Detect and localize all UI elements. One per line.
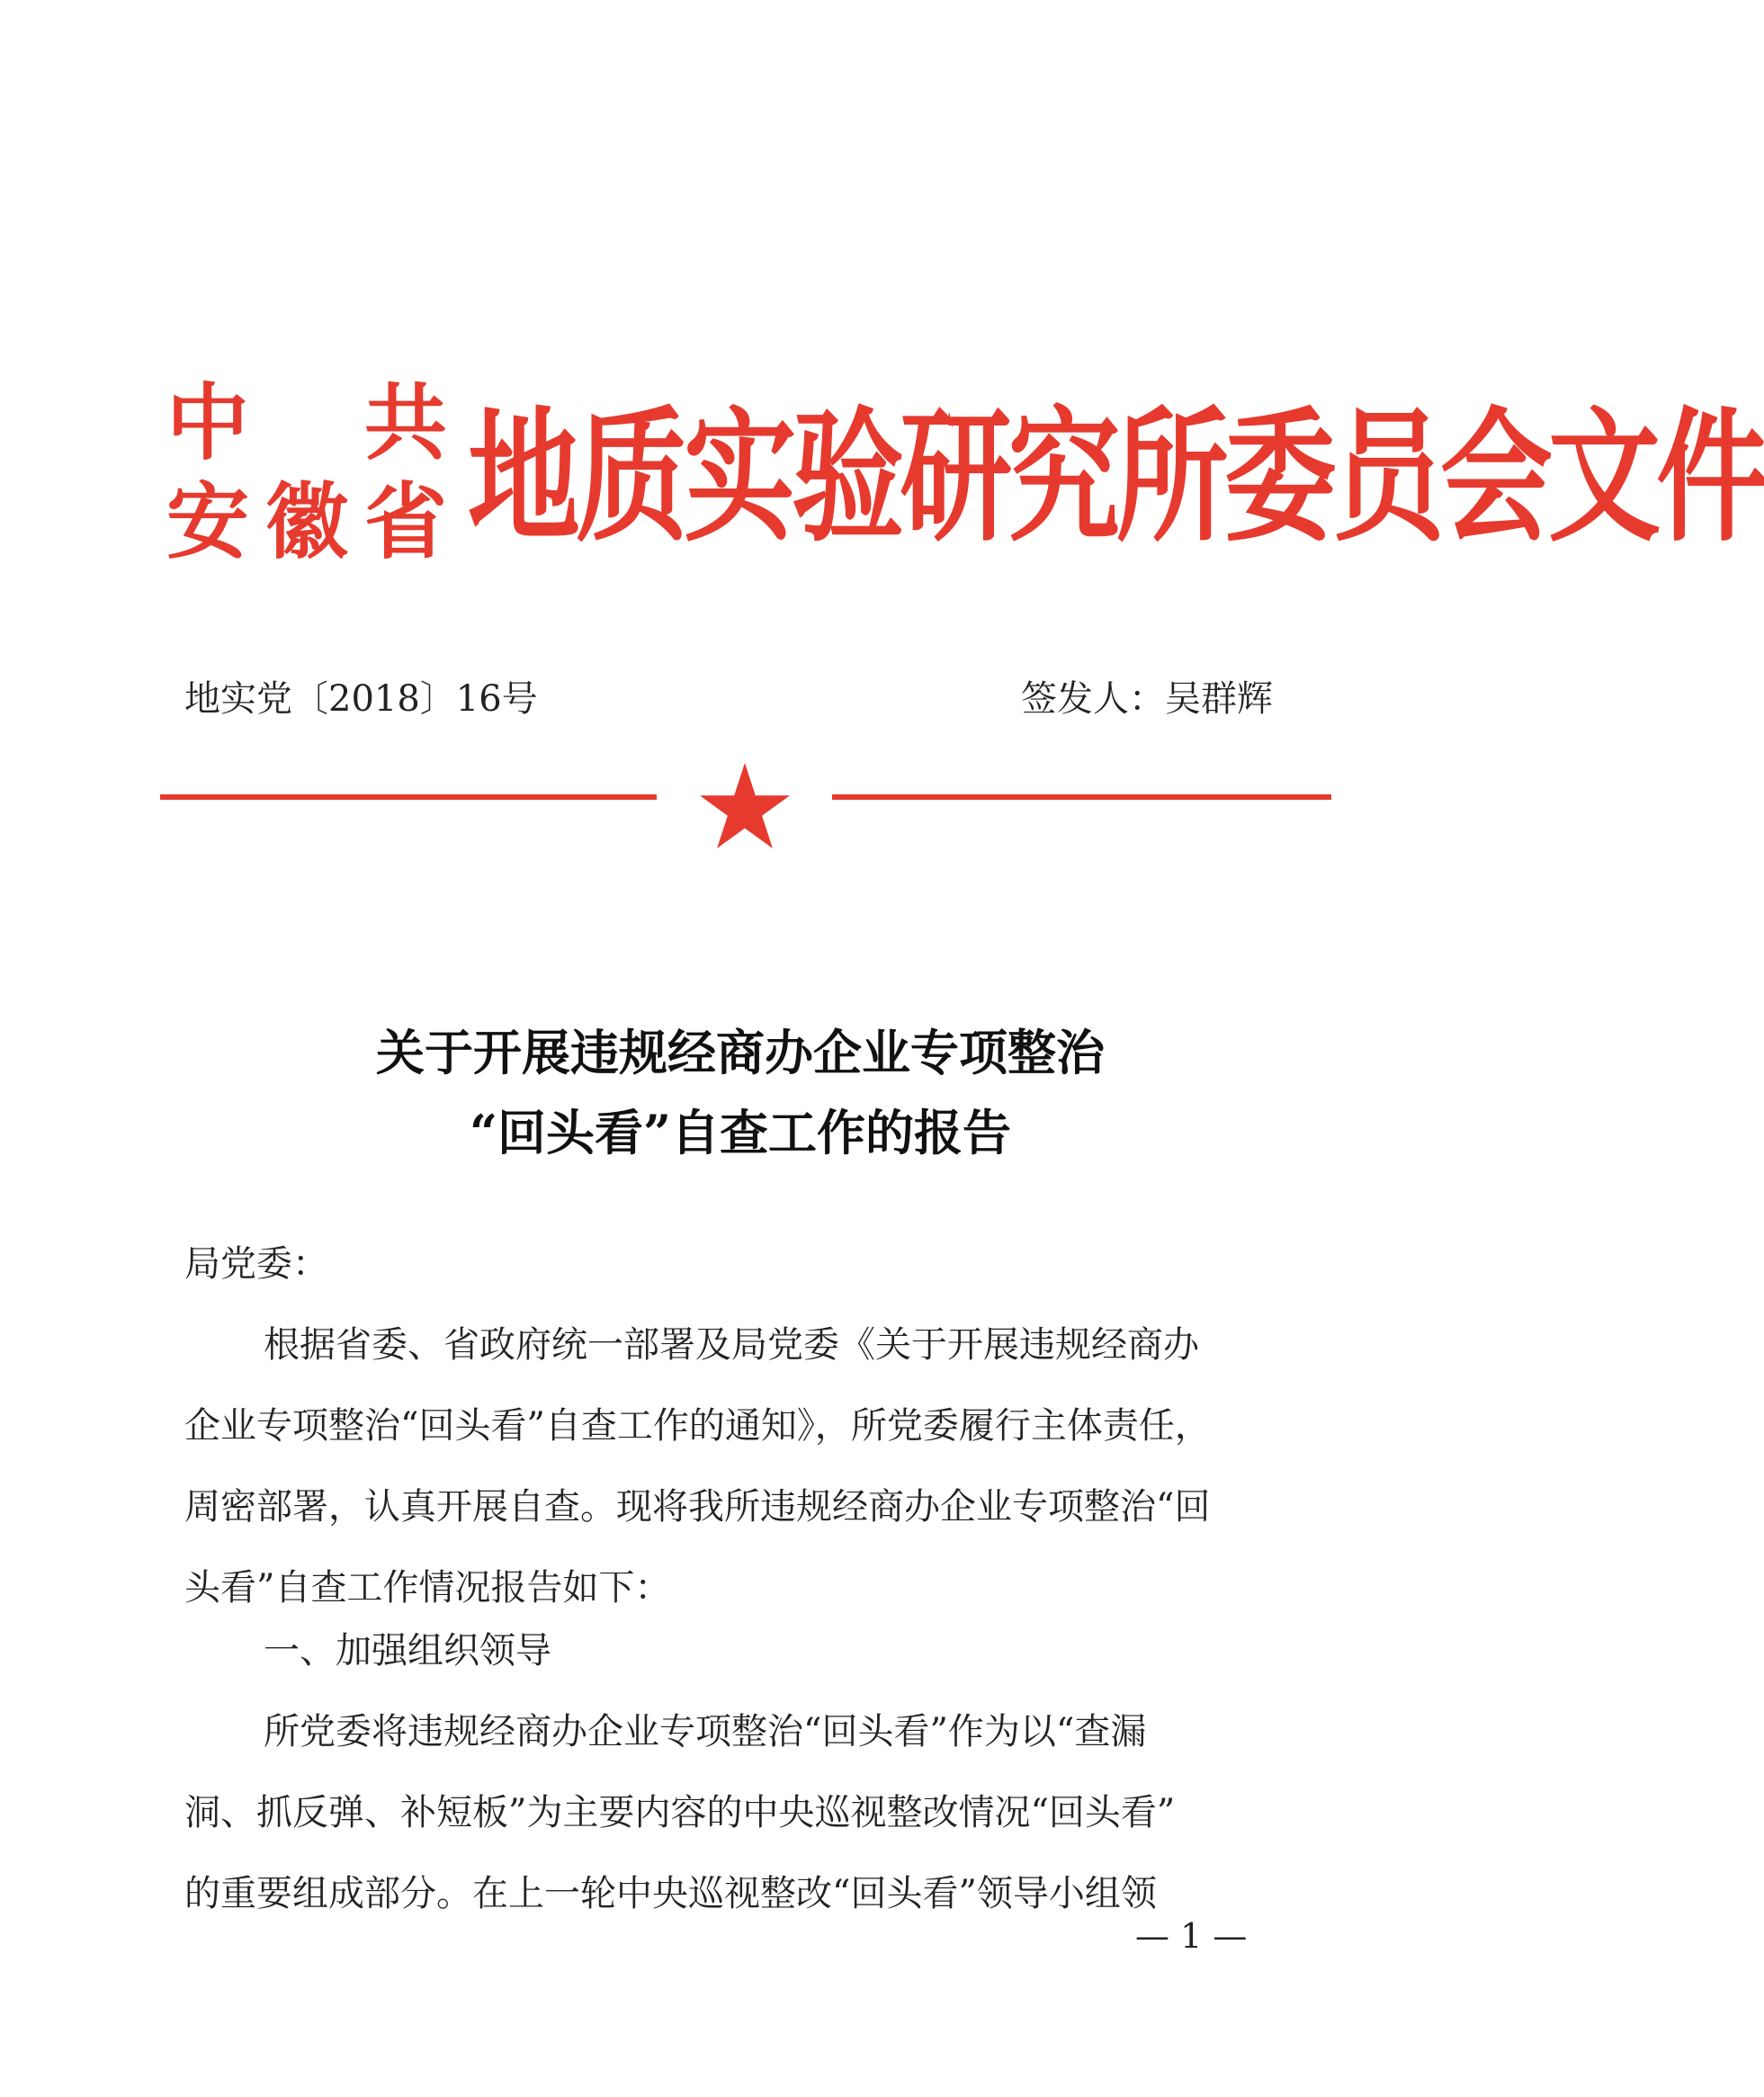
salutation: 局党委： [184,1243,328,1285]
masthead-stack [166,374,454,576]
masthead-title: 地质实验研究所委员会文件 [468,392,1764,561]
section-heading: 一、加强组织领导 [264,1630,551,1671]
paragraph-line: 头看”自查工作情况报告如下： [184,1567,671,1609]
masthead-char-hui: 徽 [265,473,349,570]
red-rule-left [160,794,657,800]
paragraph-line: 周密部署，认真开展自查。现将我所违规经商办企业专项整治“回 [184,1486,1211,1528]
page-number: — 1 — [1135,1916,1248,1956]
masthead-char-sheng: 省 [364,473,448,570]
red-star-icon [700,763,790,848]
report-title-line-1: 关于开展违规经商办企业专项整治 [376,1024,1105,1081]
masthead-char-gong: 共 [364,374,448,471]
paragraph-line: 所党委将违规经商办企业专项整治“回头看”作为以“查漏 [264,1711,1147,1752]
paragraph-line: 企业专项整治“回头看”自查工作的通知》，所党委履行主体责任， [184,1405,1211,1447]
red-rule-right [832,794,1331,800]
paragraph-line: 的重要组成部分。在上一轮中央巡视整改“回头看”领导小组领 [184,1873,1157,1914]
masthead-char-an: 安 [166,473,250,570]
masthead-char-zhong: 中 [166,374,250,471]
report-title-line-2: “回头看”自查工作的报告 [469,1104,1012,1161]
paragraph-line: 根据省委、省政府统一部署及局党委《关于开展违规经商办 [264,1324,1199,1366]
paragraph-line: 洞、抓反弹、补短板”为主要内容的中央巡视整改情况“回头看” [184,1792,1176,1833]
signer: 签发人：吴群辉 [1021,678,1273,720]
document-number: 地实党〔2018〕16号 [184,678,538,720]
